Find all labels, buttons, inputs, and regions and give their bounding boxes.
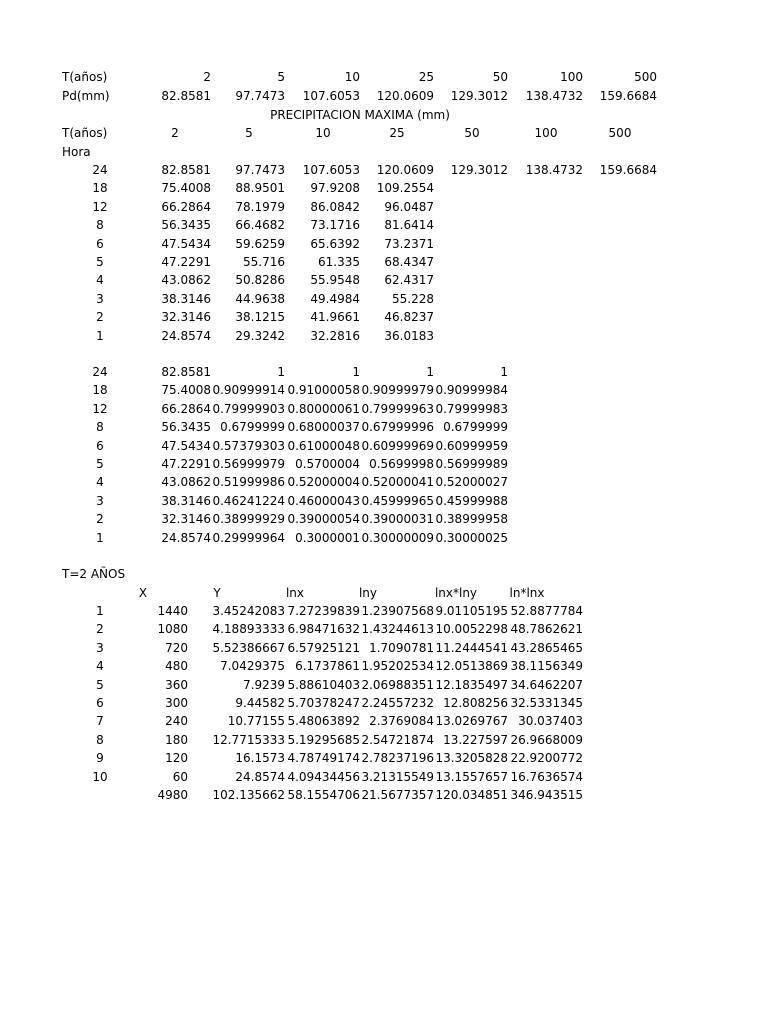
value-cell: 47.5434 bbox=[161, 438, 211, 453]
column-header: X bbox=[138, 586, 148, 600]
index-cell: 4 bbox=[96, 659, 104, 674]
value-cell: 0.52000041 bbox=[361, 475, 434, 490]
precip-table-row bbox=[0, 290, 768, 308]
value-cell: 0.80000061 bbox=[287, 401, 360, 416]
label-cell: Hora bbox=[62, 145, 91, 159]
value-cell: 0.52000027 bbox=[435, 475, 508, 490]
value-cell: 0.90999914 bbox=[212, 383, 285, 398]
value-cell: 65.6392 bbox=[310, 236, 360, 251]
value-cell: 56.3435 bbox=[161, 218, 211, 233]
value-cell: 86.0842 bbox=[310, 199, 360, 214]
value-cell: 0.6799999 bbox=[220, 420, 285, 435]
precip-table-row bbox=[0, 235, 768, 253]
value-cell: 0.68000037 bbox=[287, 420, 360, 435]
value-cell: 6.57925121 bbox=[287, 640, 360, 655]
value-cell: 43.2865465 bbox=[510, 640, 583, 655]
index-cell: 9 bbox=[96, 751, 104, 766]
value-cell: 12.1835497 bbox=[435, 677, 508, 692]
hora-cell: 6 bbox=[96, 236, 104, 251]
hora-cell: 18 bbox=[92, 181, 108, 196]
value-cell: 82.8581 bbox=[161, 89, 211, 103]
ratio-table-row bbox=[0, 492, 768, 510]
precip-table-row bbox=[0, 308, 768, 326]
value-cell: 1.95202534 bbox=[361, 659, 434, 674]
value-cell: 0.38999929 bbox=[212, 512, 285, 527]
value-cell: 0.5699998 bbox=[369, 457, 434, 471]
regression-header-row bbox=[0, 584, 768, 602]
ratio-table-row bbox=[0, 510, 768, 528]
ratio-table-row bbox=[0, 437, 768, 455]
hora-cell: 1 bbox=[96, 530, 104, 545]
value-cell: 25 bbox=[418, 70, 434, 84]
value-cell: 500 bbox=[634, 70, 657, 84]
header-cell: 5 bbox=[245, 126, 253, 140]
value-cell: 55.228 bbox=[392, 291, 434, 306]
value-cell: 0.79999963 bbox=[361, 401, 434, 416]
header-pd-row bbox=[0, 87, 768, 105]
value-cell: 0.46241224 bbox=[212, 493, 285, 508]
header-t-row bbox=[0, 68, 768, 86]
value-cell: 5.88610403 bbox=[287, 677, 360, 692]
index-cell: 8 bbox=[96, 732, 104, 747]
value-cell: 66.4682 bbox=[235, 218, 285, 233]
ratio-table-row bbox=[0, 455, 768, 473]
value-cell: 6.1737861 bbox=[295, 659, 360, 674]
value-cell: 0.45999988 bbox=[435, 493, 508, 508]
hora-cell: 8 bbox=[96, 218, 104, 233]
precip-table-row bbox=[0, 198, 768, 216]
value-cell: 24.8574 bbox=[161, 328, 211, 343]
value-cell: 12.808256 bbox=[443, 696, 508, 710]
total-cell: 58.1554706 bbox=[287, 788, 360, 802]
value-cell: 7.0429375 bbox=[220, 659, 285, 674]
header-cell: 10 bbox=[315, 126, 331, 140]
value-cell: 13.227597 bbox=[443, 732, 508, 747]
value-cell: 66.2864 bbox=[161, 401, 211, 416]
value-cell: 1.43244613 bbox=[361, 622, 434, 637]
value-cell: 32.5331345 bbox=[510, 696, 583, 710]
value-cell: 360 bbox=[165, 677, 188, 692]
value-cell: 180 bbox=[165, 732, 188, 747]
value-cell: 0.56999979 bbox=[212, 457, 285, 471]
ratio-table-row bbox=[0, 363, 768, 381]
column-header: Y bbox=[213, 586, 221, 600]
value-cell: 0.46000043 bbox=[287, 493, 360, 508]
hora-cell: 2 bbox=[96, 512, 104, 527]
value-cell: 13.0269767 bbox=[435, 714, 508, 729]
precip-table-row bbox=[0, 216, 768, 234]
value-cell: 47.5434 bbox=[161, 236, 211, 251]
index-cell: 2 bbox=[96, 622, 104, 637]
hora-cell: 24 bbox=[92, 163, 108, 177]
value-cell: 2.3769084 bbox=[369, 714, 434, 729]
value-cell: 13.1557657 bbox=[435, 769, 508, 784]
index-cell: 10 bbox=[92, 769, 108, 784]
index-cell: 1 bbox=[96, 604, 104, 618]
ratio-table-row bbox=[0, 529, 768, 547]
value-cell: 0.45999965 bbox=[361, 493, 434, 508]
section-title: T=2 AÑOS bbox=[62, 567, 126, 581]
label-cell: Pd(mm) bbox=[62, 89, 110, 103]
value-cell: 138.4732 bbox=[525, 89, 583, 103]
value-cell: 5.70378247 bbox=[287, 696, 360, 710]
value-cell: 5.48063892 bbox=[287, 714, 360, 729]
value-cell: 78.1979 bbox=[235, 199, 285, 214]
value-cell: 16.7636574 bbox=[510, 769, 583, 784]
value-cell: 68.4347 bbox=[384, 255, 434, 269]
value-cell: 22.9200772 bbox=[510, 751, 583, 766]
value-cell: 129.3012 bbox=[450, 163, 508, 177]
value-cell: 109.2554 bbox=[376, 181, 434, 196]
value-cell: 0.90999984 bbox=[435, 383, 508, 398]
value-cell: 30.037403 bbox=[518, 714, 583, 729]
column-header: lnx bbox=[285, 586, 305, 600]
regression-row bbox=[0, 676, 768, 694]
value-cell: 46.8237 bbox=[384, 310, 434, 325]
value-cell: 720 bbox=[165, 640, 188, 655]
value-cell: 7.9239 bbox=[243, 677, 285, 692]
value-cell: 32.3146 bbox=[161, 310, 211, 325]
total-cell: 102.135662 bbox=[212, 788, 285, 802]
regression-title-row bbox=[0, 565, 768, 583]
value-cell: 96.0487 bbox=[384, 199, 434, 214]
ratio-table-row bbox=[0, 400, 768, 418]
value-cell: 159.6684 bbox=[599, 89, 657, 103]
hora-cell: 4 bbox=[96, 273, 104, 288]
precip-table-row bbox=[0, 327, 768, 345]
value-cell: 52.8877784 bbox=[510, 604, 583, 618]
regression-row bbox=[0, 749, 768, 767]
precip-table-row bbox=[0, 179, 768, 197]
index-cell: 5 bbox=[96, 677, 104, 692]
value-cell: 120.0609 bbox=[376, 163, 434, 177]
value-cell: 82.8581 bbox=[161, 163, 211, 177]
value-cell: 0.79999983 bbox=[435, 401, 508, 416]
value-cell: 0.38999958 bbox=[435, 512, 508, 527]
value-cell: 0.39000054 bbox=[287, 512, 360, 527]
hora-cell: 4 bbox=[96, 475, 104, 490]
value-cell: 2.24557232 bbox=[361, 696, 434, 710]
value-cell: 38.3146 bbox=[161, 493, 211, 508]
value-cell: 32.3146 bbox=[161, 512, 211, 527]
value-cell: 4.09434456 bbox=[287, 769, 360, 784]
header-cell: 500 bbox=[608, 126, 632, 140]
value-cell: 81.6414 bbox=[384, 218, 434, 233]
regression-row bbox=[0, 712, 768, 730]
hora-cell: 5 bbox=[96, 457, 104, 471]
value-cell: 82.8581 bbox=[161, 365, 211, 379]
value-cell: 59.6259 bbox=[235, 236, 285, 251]
value-cell: 480 bbox=[165, 659, 188, 674]
value-cell: 38.3146 bbox=[161, 291, 211, 306]
precip-title-row bbox=[0, 106, 768, 124]
regression-row bbox=[0, 768, 768, 786]
column-header: lny bbox=[358, 586, 378, 600]
value-cell: 62.4317 bbox=[384, 273, 434, 288]
hora-cell: 12 bbox=[92, 199, 108, 214]
precip-hora-row bbox=[0, 143, 768, 161]
hora-cell: 3 bbox=[96, 493, 104, 508]
column-header: lnx*lny bbox=[434, 586, 478, 600]
value-cell: 120.0609 bbox=[376, 89, 434, 103]
value-cell: 50.8286 bbox=[235, 273, 285, 288]
value-cell: 43.0862 bbox=[161, 475, 211, 490]
value-cell: 1.7090781 bbox=[369, 640, 434, 655]
value-cell: 0.56999989 bbox=[435, 457, 508, 471]
value-cell: 47.2291 bbox=[161, 457, 211, 471]
value-cell: 1440 bbox=[157, 604, 188, 618]
precip-table-row bbox=[0, 271, 768, 289]
value-cell: 11.2444541 bbox=[435, 640, 508, 655]
value-cell: 6.98471632 bbox=[287, 622, 360, 637]
value-cell: 107.6053 bbox=[302, 89, 360, 103]
regression-row bbox=[0, 657, 768, 675]
index-cell: 6 bbox=[96, 696, 104, 710]
value-cell: 300 bbox=[165, 696, 188, 710]
value-cell: 1 bbox=[277, 365, 285, 379]
precip-table-row bbox=[0, 253, 768, 271]
regression-row bbox=[0, 731, 768, 749]
regression-totals-row bbox=[0, 786, 768, 804]
value-cell: 5.19295685 bbox=[287, 732, 360, 747]
value-cell: 2.54721874 bbox=[361, 732, 434, 747]
value-cell: 0.90999979 bbox=[361, 383, 434, 398]
value-cell: 10 bbox=[344, 70, 360, 84]
value-cell: 56.3435 bbox=[161, 420, 211, 435]
value-cell: 0.3000001 bbox=[295, 530, 360, 545]
regression-row bbox=[0, 694, 768, 712]
value-cell: 0.30000025 bbox=[435, 530, 508, 545]
value-cell: 55.716 bbox=[243, 255, 285, 269]
value-cell: 9.01105195 bbox=[435, 604, 508, 618]
value-cell: 34.6462207 bbox=[510, 677, 583, 692]
value-cell: 12.0513869 bbox=[435, 659, 508, 674]
value-cell: 61.335 bbox=[318, 255, 360, 269]
header-cell: 2 bbox=[171, 126, 179, 140]
total-cell: 21.5677357 bbox=[361, 788, 434, 802]
value-cell: 0.29999964 bbox=[212, 530, 285, 545]
value-cell: 100 bbox=[560, 70, 583, 84]
value-cell: 1 bbox=[426, 365, 434, 379]
value-cell: 88.9501 bbox=[235, 181, 285, 196]
value-cell: 5 bbox=[277, 70, 285, 84]
value-cell: 0.6799999 bbox=[443, 420, 508, 435]
hora-cell: 3 bbox=[96, 291, 104, 306]
index-cell: 7 bbox=[96, 714, 104, 729]
value-cell: 0.91000058 bbox=[287, 383, 360, 398]
value-cell: 48.7862621 bbox=[510, 622, 583, 637]
value-cell: 159.6684 bbox=[599, 163, 657, 177]
hora-cell: 24 bbox=[92, 365, 108, 379]
value-cell: 107.6053 bbox=[302, 163, 360, 177]
index-cell: 3 bbox=[96, 640, 104, 655]
value-cell: 2.06988351 bbox=[361, 677, 434, 692]
hora-cell: 2 bbox=[96, 310, 104, 325]
value-cell: 0.52000004 bbox=[287, 475, 360, 490]
value-cell: 0.5700004 bbox=[295, 457, 360, 471]
total-cell: 4980 bbox=[157, 788, 188, 802]
value-cell: 10.0052298 bbox=[435, 622, 508, 637]
value-cell: 4.78749174 bbox=[287, 751, 360, 766]
value-cell: 97.7473 bbox=[235, 89, 285, 103]
header-cell: 100 bbox=[534, 126, 558, 140]
value-cell: 0.57379303 bbox=[212, 438, 285, 453]
value-cell: 0.39000031 bbox=[361, 512, 434, 527]
value-cell: 29.3242 bbox=[235, 328, 285, 343]
value-cell: 0.60999959 bbox=[435, 438, 508, 453]
header-cell: 50 bbox=[464, 126, 480, 140]
value-cell: 38.1215 bbox=[235, 310, 285, 325]
precip-table-row bbox=[0, 161, 768, 179]
value-cell: 0.79999903 bbox=[212, 401, 285, 416]
value-cell: 43.0862 bbox=[161, 273, 211, 288]
value-cell: 32.2816 bbox=[310, 328, 360, 343]
value-cell: 55.9548 bbox=[310, 273, 360, 288]
value-cell: 3.21315549 bbox=[361, 769, 434, 784]
hora-cell: 8 bbox=[96, 420, 104, 435]
value-cell: 120 bbox=[165, 751, 188, 766]
value-cell: 60 bbox=[172, 769, 188, 784]
value-cell: 1080 bbox=[157, 622, 188, 637]
label-cell: T(años) bbox=[62, 126, 108, 140]
value-cell: 26.9668009 bbox=[510, 732, 583, 747]
value-cell: 0.67999996 bbox=[361, 420, 434, 435]
hora-cell: 18 bbox=[92, 383, 108, 398]
label-cell: T(años) bbox=[62, 70, 108, 84]
value-cell: 16.1573 bbox=[235, 751, 285, 766]
value-cell: 138.4732 bbox=[525, 163, 583, 177]
value-cell: 4.18893333 bbox=[212, 622, 285, 637]
value-cell: 1.23907568 bbox=[361, 604, 434, 618]
value-cell: 0.60999969 bbox=[361, 438, 434, 453]
header-cell: 25 bbox=[389, 126, 405, 140]
value-cell: 129.3012 bbox=[450, 89, 508, 103]
value-cell: 41.9661 bbox=[310, 310, 360, 325]
value-cell: 66.2864 bbox=[161, 199, 211, 214]
value-cell: 49.4984 bbox=[310, 291, 360, 306]
ratio-table-row bbox=[0, 381, 768, 399]
value-cell: 75.4008 bbox=[161, 181, 211, 196]
hora-cell: 5 bbox=[96, 255, 104, 269]
value-cell: 0.30000009 bbox=[361, 530, 434, 545]
value-cell: 13.3205828 bbox=[435, 751, 508, 766]
value-cell: 3.45242083 bbox=[212, 604, 285, 618]
hora-cell: 6 bbox=[96, 438, 104, 453]
total-cell: 120.034851 bbox=[435, 788, 508, 802]
column-header: ln*lnx bbox=[509, 586, 545, 600]
value-cell: 73.1716 bbox=[310, 218, 360, 233]
value-cell: 36.0183 bbox=[384, 328, 434, 343]
total-cell: 346.943515 bbox=[510, 788, 583, 802]
value-cell: 5.52386667 bbox=[212, 640, 285, 655]
value-cell: 240 bbox=[165, 714, 188, 729]
value-cell: 97.7473 bbox=[235, 163, 285, 177]
value-cell: 1 bbox=[352, 365, 360, 379]
value-cell: 24.8574 bbox=[235, 769, 285, 784]
value-cell: 2 bbox=[203, 70, 211, 84]
value-cell: 50 bbox=[492, 70, 508, 84]
value-cell: 44.9638 bbox=[235, 291, 285, 306]
value-cell: 2.78237196 bbox=[361, 751, 434, 766]
hora-cell: 1 bbox=[96, 328, 104, 343]
value-cell: 24.8574 bbox=[161, 530, 211, 545]
regression-row bbox=[0, 620, 768, 638]
ratio-table-row bbox=[0, 473, 768, 491]
value-cell: 7.27239839 bbox=[287, 604, 360, 618]
table-title: PRECIPITACION MAXIMA (mm) bbox=[270, 108, 450, 122]
value-cell: 75.4008 bbox=[161, 383, 211, 398]
value-cell: 9.44582 bbox=[235, 696, 285, 710]
value-cell: 47.2291 bbox=[161, 255, 211, 269]
value-cell: 73.2371 bbox=[384, 236, 434, 251]
value-cell: 1 bbox=[500, 365, 508, 379]
value-cell: 12.7715333 bbox=[212, 732, 285, 747]
regression-row bbox=[0, 602, 768, 620]
value-cell: 38.1156349 bbox=[510, 659, 583, 674]
precip-t-row bbox=[0, 124, 768, 142]
value-cell: 0.61000048 bbox=[287, 438, 360, 453]
regression-row bbox=[0, 639, 768, 657]
hora-cell: 12 bbox=[92, 401, 108, 416]
value-cell: 10.77155 bbox=[227, 714, 285, 729]
ratio-table-row bbox=[0, 418, 768, 436]
value-cell: 97.9208 bbox=[310, 181, 360, 196]
value-cell: 0.51999986 bbox=[212, 475, 285, 490]
